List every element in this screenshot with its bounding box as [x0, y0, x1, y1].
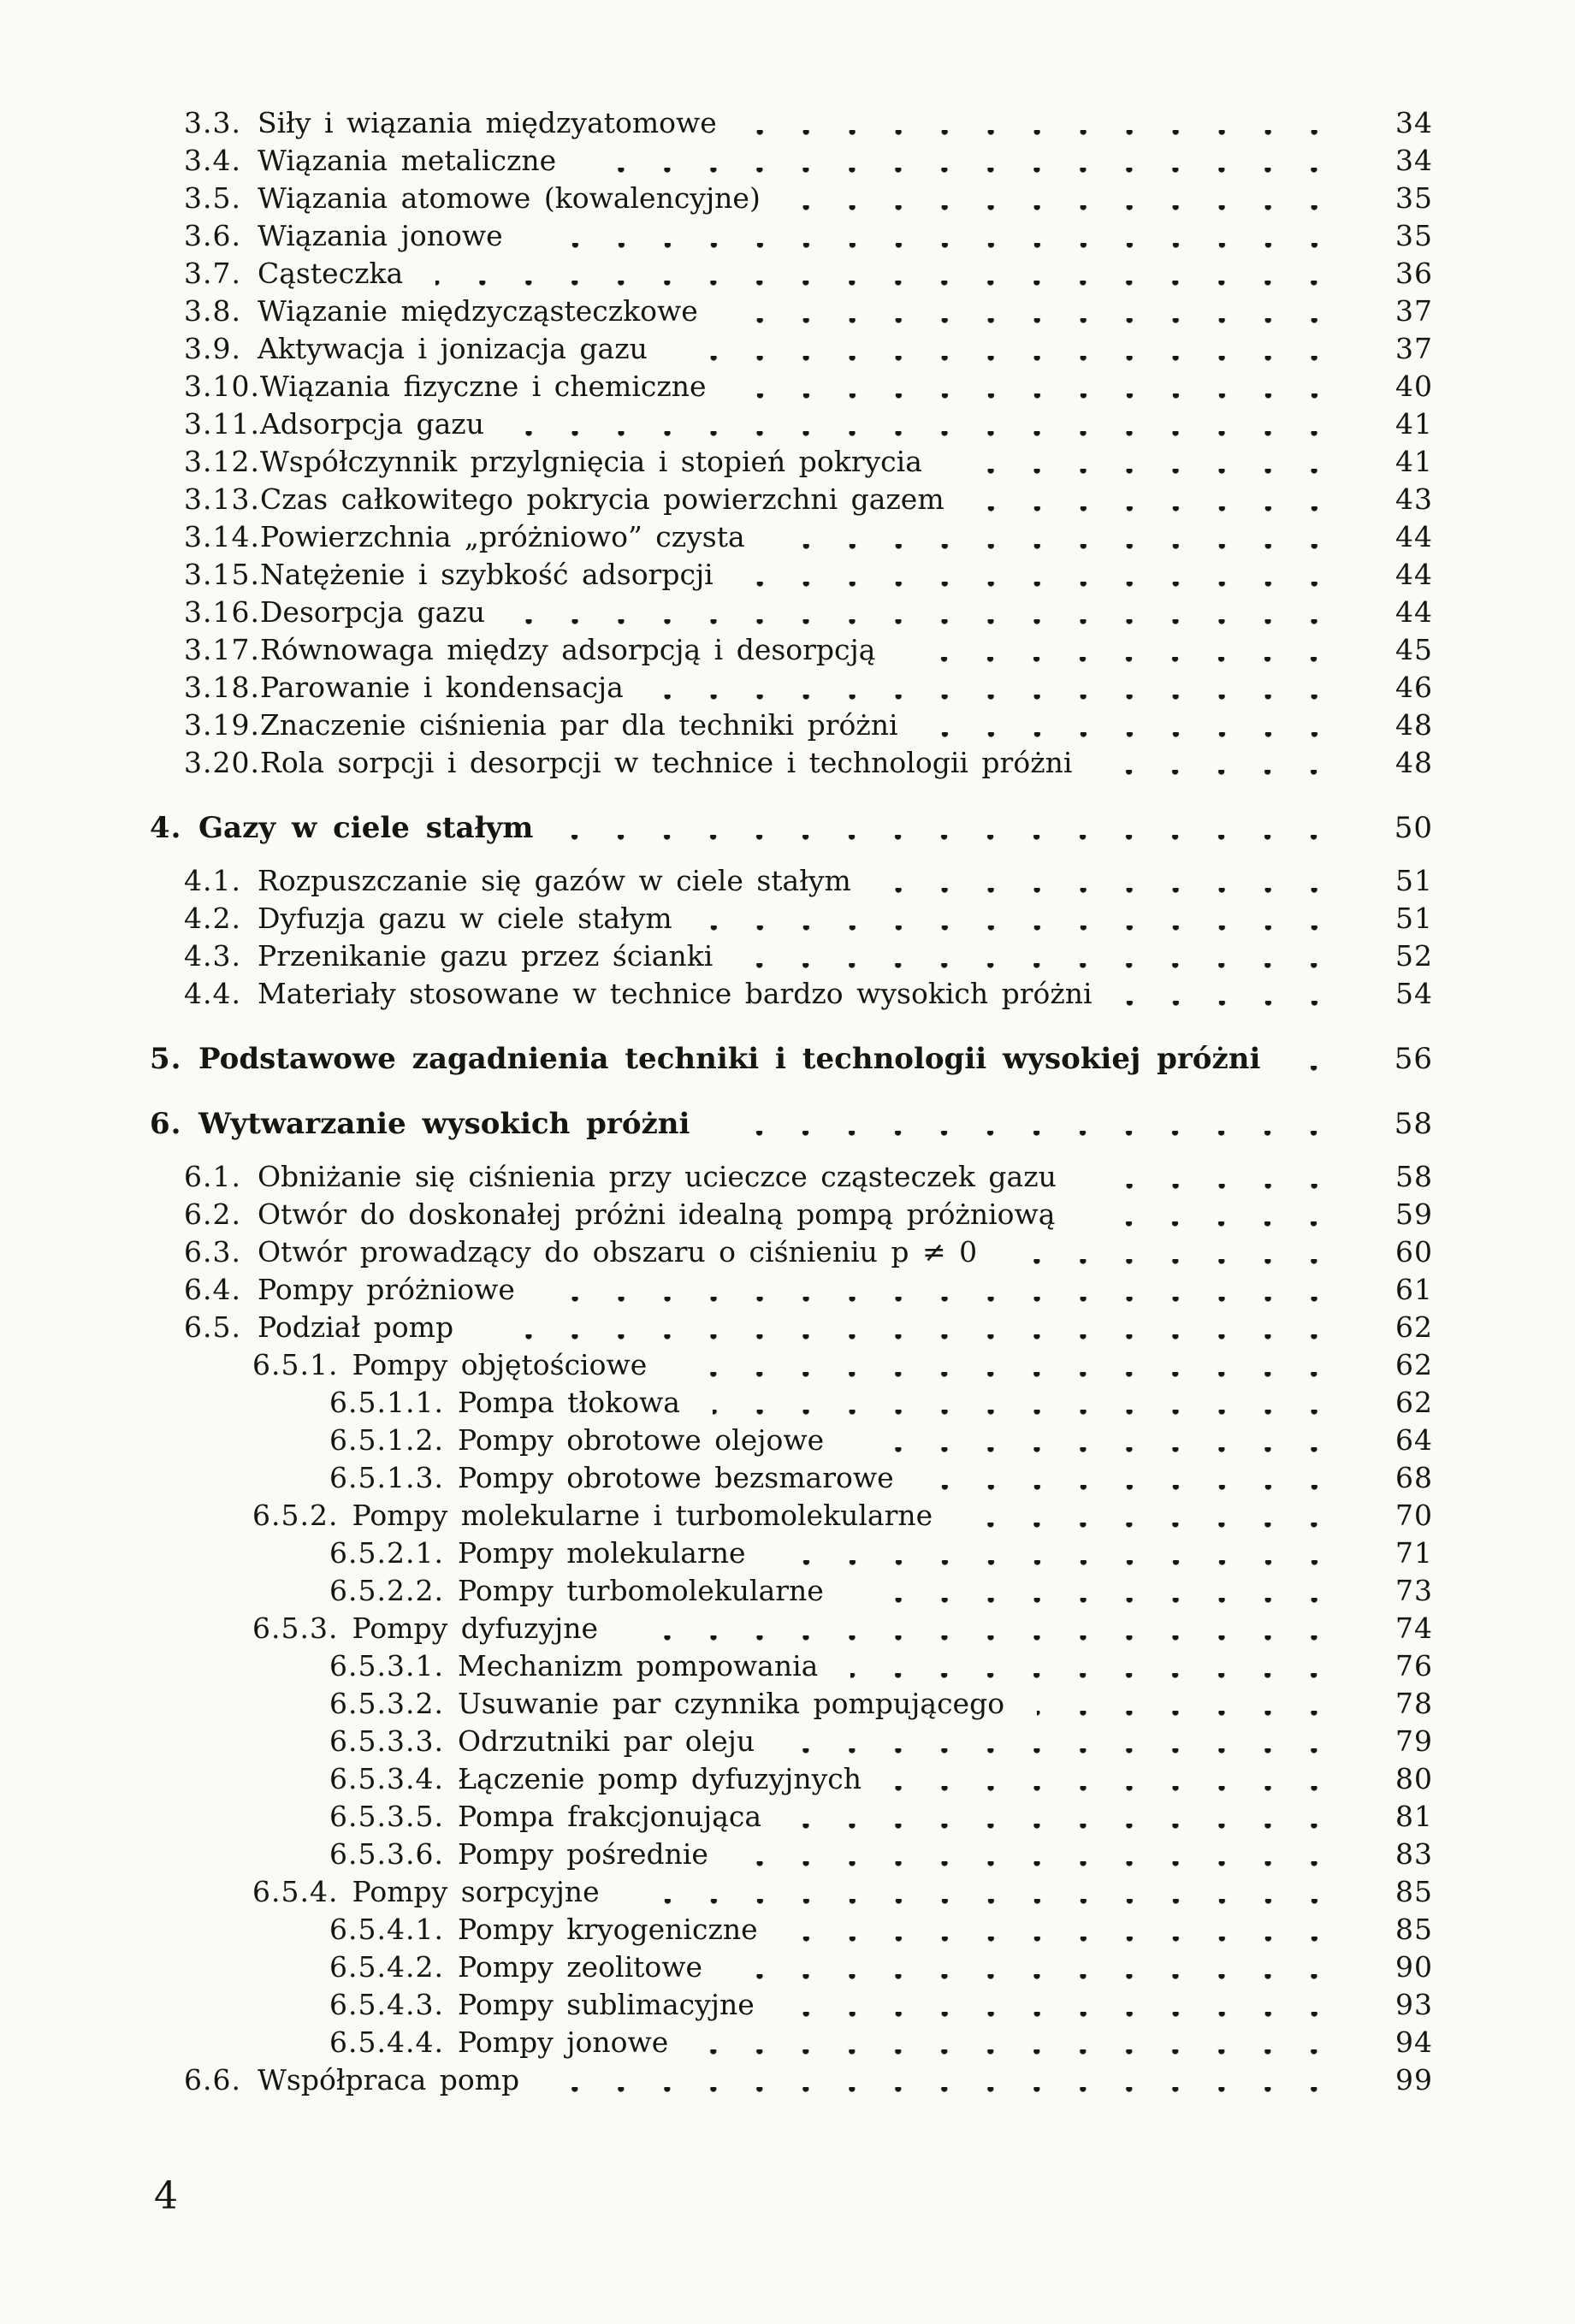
toc-entry-number: 6.6. — [184, 2063, 241, 2096]
toc-entry-title: Pompy próżniowe — [258, 1273, 515, 1306]
toc-entry-number: 6.5.3. — [252, 1611, 339, 1645]
toc-entry-page: 60 — [1395, 1235, 1433, 1268]
toc-entry-title: Łączenie pomp dyfuzyjnych — [457, 1762, 862, 1795]
toc-entry-title: Pompy kryogeniczne — [457, 1913, 758, 1946]
dot-leader — [705, 925, 1342, 937]
toc-entry — [0, 900, 1433, 937]
dot-leader — [1010, 1259, 1342, 1271]
toc-entry-title: Wiązania metaliczne — [258, 144, 557, 177]
toc-entry-number: 3.11. — [184, 407, 260, 441]
toc-entry-number: 3.19. — [184, 708, 260, 742]
dot-leader — [713, 1410, 1342, 1422]
toc-entry — [0, 1309, 1433, 1346]
toc-entry-title: Usuwanie par czynnika pompującego — [457, 1687, 1005, 1720]
toc-entry — [0, 1497, 1433, 1535]
dot-leader — [486, 1334, 1342, 1346]
toc-entry-title: Pompy jonowe — [457, 2025, 669, 2059]
toc-entry-title: Współpraca pomp — [258, 2063, 520, 2096]
toc-list — [0, 104, 1575, 2099]
toc-entry-page: 61 — [1395, 1273, 1433, 1306]
toc-entry — [0, 1798, 1433, 1836]
toc-entry — [0, 594, 1433, 631]
toc-entry-number: 3.12. — [184, 445, 260, 478]
dot-leader — [1104, 770, 1342, 782]
toc-entry — [0, 1685, 1433, 1723]
toc-entry-title: Natężenie i szybkość adsorpcji — [259, 558, 713, 591]
toc-entry-page: 94 — [1395, 2025, 1433, 2059]
toc-entry — [0, 744, 1433, 782]
toc-entry-page: 62 — [1395, 1386, 1433, 1419]
toc-entry-page: 74 — [1395, 1611, 1433, 1645]
toc-entry-title: Otwór do doskonałej próżni idealną pompą próżniową — [258, 1197, 1056, 1231]
toc-entry — [0, 809, 1433, 847]
toc-entry-page: 54 — [1395, 977, 1433, 1010]
toc-entry — [0, 1760, 1433, 1798]
toc-entry-title: Czas całkowitego pokrycia powierzchni gazem — [259, 482, 944, 516]
toc-entry-number: 4. — [150, 811, 182, 845]
toc-entry-number: 6.5.4.4. — [329, 2025, 444, 2059]
toc-entry-title: Wiązanie międzycząsteczkowe — [258, 294, 698, 328]
toc-entry-number: 6.5.3.4. — [329, 1762, 444, 1795]
dot-leader — [931, 732, 1342, 744]
toc-entry-page: 43 — [1395, 482, 1433, 516]
toc-entry-page: 35 — [1395, 219, 1433, 252]
toc-entry — [0, 518, 1433, 556]
toc-entry-title: Wiązania atomowe (kowalencyjne) — [258, 181, 761, 215]
dot-leader — [779, 1560, 1342, 1572]
toc-entry-title: Pompa tłokowa — [457, 1386, 680, 1419]
toc-entry-number: 3.15. — [184, 558, 260, 591]
toc-entry-page: 76 — [1395, 1649, 1433, 1682]
toc-entry-page: 37 — [1395, 294, 1433, 328]
toc-entry — [0, 443, 1433, 481]
dot-leader — [894, 1786, 1342, 1798]
toc-entry-page: 44 — [1395, 595, 1433, 629]
toc-entry — [0, 1196, 1433, 1233]
dot-leader — [955, 469, 1342, 481]
dot-leader — [1293, 1066, 1342, 1078]
toc-entry-page: 37 — [1395, 332, 1433, 365]
toc-entry-title: Powierzchnia „próżniowo” czysta — [259, 520, 745, 553]
toc-entry-title: Podział pomp — [258, 1310, 454, 1344]
dot-leader — [656, 695, 1342, 707]
toc-entry-title: Adsorpcja gazu — [259, 407, 484, 441]
toc-entry-title: Pompy obrotowe bezsmarowe — [457, 1461, 894, 1494]
dot-leader — [518, 619, 1342, 631]
toc-entry-page: 48 — [1395, 708, 1433, 742]
toc-entry-number: 3.16. — [184, 595, 260, 629]
dot-leader — [722, 1131, 1342, 1143]
toc-entry — [0, 556, 1433, 594]
dot-leader — [435, 281, 1342, 293]
toc-entry — [0, 481, 1433, 518]
toc-entry-title: Równowaga między adsorpcją i desorpcją — [259, 633, 876, 666]
dot-leader — [631, 1635, 1342, 1647]
toc-entry — [0, 1384, 1433, 1422]
toc-entry-number: 6.3. — [184, 1235, 241, 1268]
toc-entry-title: Parowanie i kondensacja — [259, 671, 624, 704]
toc-entry-page: 68 — [1395, 1461, 1433, 1494]
toc-entry — [0, 1911, 1433, 1948]
toc-entry — [0, 1158, 1433, 1196]
toc-entry-title: Podstawowe zagadnienia techniki i technologii wysokiej próżni — [198, 1042, 1261, 1076]
dot-leader — [778, 544, 1342, 556]
toc-entry — [0, 2061, 1433, 2099]
toc-entry — [0, 862, 1433, 900]
toc-entry-number: 4.3. — [184, 939, 241, 973]
toc-entry-number: 6.2. — [184, 1197, 241, 1231]
toc-entry-number: 3.14. — [184, 520, 260, 553]
toc-entry-page: 71 — [1395, 1536, 1433, 1570]
dot-leader — [965, 1523, 1342, 1535]
dot-leader — [793, 205, 1342, 217]
toc-entry — [0, 180, 1433, 217]
toc-entry-number: 6.5.3.3. — [329, 1724, 444, 1758]
toc-entry — [0, 1572, 1433, 1610]
toc-entry-title: Pompy dyfuzyjne — [352, 1611, 599, 1645]
toc-entry-page: 40 — [1395, 370, 1433, 403]
toc-entry-page: 80 — [1395, 1762, 1433, 1795]
toc-entry-number: 3.13. — [184, 482, 260, 516]
toc-entry-number: 6.5.4.3. — [329, 1988, 444, 2021]
toc-entry-page: 59 — [1395, 1197, 1433, 1231]
toc-entry-title: Wiązania jonowe — [258, 219, 503, 252]
page-number-footer: 4 — [154, 2174, 178, 2218]
toc-entry-number: 6.5.3.6. — [329, 1837, 444, 1871]
toc-entry — [0, 937, 1433, 975]
dot-leader — [517, 431, 1342, 443]
toc-entry-title: Pompy sorpcyjne — [352, 1875, 600, 1908]
toc-entry-page: 62 — [1395, 1348, 1433, 1381]
toc-entry-title: Aktywacja i jonizacja gazu — [258, 332, 648, 365]
dot-leader — [856, 1447, 1342, 1459]
toc-entry-title: Wiązania fizyczne i chemiczne — [259, 370, 707, 403]
toc-entry-number: 4.4. — [184, 977, 241, 1010]
toc-entry — [0, 255, 1433, 293]
toc-entry-page: 64 — [1395, 1423, 1433, 1457]
toc-entry-page: 56 — [1394, 1042, 1433, 1076]
toc-entry-title: Materiały stosowane w technice bardzo wysokich próżni — [258, 977, 1092, 1010]
toc-entry-page: 93 — [1395, 1988, 1433, 2021]
toc-entry-title: Pompy turbomolekularne — [457, 1574, 824, 1607]
dot-leader — [787, 1748, 1342, 1760]
dot-leader — [680, 356, 1342, 368]
toc-entry-number: 6.5.1.2. — [329, 1423, 444, 1457]
toc-entry-page: 46 — [1395, 671, 1433, 704]
toc-entry — [0, 1105, 1433, 1143]
toc-entry-page: 62 — [1395, 1310, 1433, 1344]
toc-entry-title: Pompy pośrednie — [457, 1837, 708, 1871]
dot-leader — [908, 657, 1342, 669]
toc-entry — [0, 1040, 1433, 1078]
toc-entry-title: Pompy molekularne i turbomolekularne — [352, 1499, 933, 1532]
toc-entry-title: Dyfuzja gazu w ciele stałym — [258, 902, 672, 935]
toc-entry-number: 3.17. — [184, 633, 260, 666]
toc-entry-page: 90 — [1395, 1950, 1433, 1984]
dot-leader — [679, 1372, 1342, 1384]
toc-entry-number: 6. — [150, 1107, 182, 1141]
toc-entry-number: 4.2. — [184, 902, 241, 935]
toc-entry-number: 5. — [150, 1042, 182, 1076]
dot-leader — [1125, 1001, 1342, 1013]
toc-entry-number: 6.5.4. — [252, 1875, 339, 1908]
toc-entry-page: 58 — [1395, 1160, 1433, 1193]
toc-entry — [0, 405, 1433, 443]
toc-entry-page: 34 — [1395, 106, 1433, 139]
toc-entry — [0, 1723, 1433, 1760]
toc-entry-page: 36 — [1395, 257, 1433, 290]
toc-entry-page: 34 — [1395, 144, 1433, 177]
toc-entry — [0, 1459, 1433, 1497]
dot-leader — [548, 1297, 1342, 1309]
toc-entry-number: 6.5.3.2. — [329, 1687, 444, 1720]
toc-entry-number: 6.5.4.1. — [329, 1913, 444, 1946]
dot-leader — [536, 243, 1342, 255]
toc-entry-title: Pompa frakcjonująca — [457, 1800, 762, 1833]
toc-entry — [0, 368, 1433, 405]
toc-entry-title: Odrzutniki par oleju — [457, 1724, 755, 1758]
toc-entry-number: 6.4. — [184, 1273, 241, 1306]
toc-entry-number: 3.3. — [184, 106, 241, 139]
toc-entry-number: 4.1. — [184, 864, 241, 897]
toc-entry-title: Pompy sublimacyjne — [457, 1988, 755, 2021]
toc-entry-page: 44 — [1395, 558, 1433, 591]
toc-entry-page: 45 — [1395, 633, 1433, 666]
toc-entry — [0, 293, 1433, 330]
toc-entry-page: 81 — [1395, 1800, 1433, 1833]
toc-entry-page: 99 — [1395, 2063, 1433, 2096]
toc-entry-page: 41 — [1395, 445, 1433, 478]
toc-entry — [0, 217, 1433, 255]
toc-entry — [0, 330, 1433, 368]
toc-entry-page: 85 — [1395, 1913, 1433, 1946]
dot-leader — [741, 1861, 1342, 1873]
dot-leader — [787, 2012, 1342, 2024]
toc-entry-title: Pompy molekularne — [457, 1536, 746, 1570]
toc-entry-page: 51 — [1395, 864, 1433, 897]
toc-entry-title: Współczynnik przylgnięcia i stopień pokrycia — [259, 445, 922, 478]
toc-entry-number: 3.20. — [184, 746, 260, 779]
dot-leader — [1087, 1221, 1342, 1233]
toc-entry-page: 35 — [1395, 181, 1433, 215]
toc-entry-title: Rozpuszczanie się gazów w ciele stałym — [258, 864, 851, 897]
toc-entry-number: 3.6. — [184, 219, 241, 252]
toc-entry-title: Znaczenie ciśnienia par dla techniki próżni — [259, 708, 898, 742]
toc-entry-number: 6.5. — [184, 1310, 241, 1344]
toc-entry — [0, 1836, 1433, 1873]
toc-entry-title: Pompy obrotowe olejowe — [457, 1423, 825, 1457]
toc-entry — [0, 1271, 1433, 1309]
toc-entry-number: 6.5.2. — [252, 1499, 339, 1532]
toc-entry-number: 3.10. — [184, 370, 260, 403]
dot-leader — [884, 888, 1342, 900]
toc-entry-page: 51 — [1395, 902, 1433, 935]
toc-entry-page: 83 — [1395, 1837, 1433, 1871]
toc-entry-page: 73 — [1395, 1574, 1433, 1607]
dot-leader — [746, 582, 1342, 594]
toc-entry-number: 6.5.2.1. — [329, 1536, 444, 1570]
toc-entry-title: Pompy objętościowe — [352, 1348, 648, 1381]
dot-leader — [794, 1824, 1342, 1836]
dot-leader — [856, 1598, 1342, 1610]
toc-entry-page: 48 — [1395, 746, 1433, 779]
toc-entry-title: Otwór prowadzący do obszaru o ciśnieniu p ≠ 0 — [258, 1235, 978, 1268]
toc-entry — [0, 1233, 1433, 1271]
toc-entry-number: 6.5.2.2. — [329, 1574, 444, 1607]
toc-entry-title: Obniżanie się ciśnienia przy ucieczce cząsteczek gazu — [258, 1160, 1057, 1193]
dot-leader — [1089, 1184, 1342, 1196]
toc-entry — [0, 975, 1433, 1013]
dot-leader — [731, 318, 1342, 330]
toc-entry — [0, 1873, 1433, 1911]
toc-entry-page: 50 — [1394, 811, 1433, 845]
toc-entry — [0, 2024, 1433, 2061]
dot-leader — [589, 168, 1342, 180]
toc-entry — [0, 1647, 1433, 1685]
toc-entry-number: 3.5. — [184, 181, 241, 215]
toc-entry-number: 6.5.1.1. — [329, 1386, 444, 1419]
toc-entry-title: Mechanizm pompowania — [457, 1649, 819, 1682]
dot-leader — [739, 393, 1342, 405]
toc-entry — [0, 707, 1433, 744]
toc-entry-number: 3.8. — [184, 294, 241, 328]
toc-entry — [0, 1948, 1433, 1986]
dot-leader — [745, 963, 1342, 975]
toc-entry-page: 85 — [1395, 1875, 1433, 1908]
toc-entry-number: 6.5.3.1. — [329, 1649, 444, 1682]
toc-entry-title: Gazy w ciele stałym — [198, 811, 534, 845]
toc-entry — [0, 104, 1433, 142]
dot-leader — [701, 2049, 1342, 2061]
toc-entry-number: 6.1. — [184, 1160, 241, 1193]
dot-leader — [632, 1899, 1342, 1911]
toc-entry-number: 6.5.1. — [252, 1348, 339, 1381]
toc-entry-title: Siły i wiązania międzyatomowe — [258, 106, 717, 139]
toc-entry-title: Rola sorpcji i desorpcji w technice i technologii próżni — [259, 746, 1073, 779]
dot-leader — [1037, 1711, 1342, 1723]
toc-entry-title: Desorpcja gazu — [259, 595, 485, 629]
toc-entry — [0, 142, 1433, 180]
toc-entry-title: Wytwarzanie wysokich próżni — [198, 1107, 690, 1141]
toc-entry — [0, 1535, 1433, 1572]
toc-entry — [0, 1986, 1433, 2024]
toc-entry — [0, 1346, 1433, 1384]
toc-entry — [0, 669, 1433, 707]
toc-entry — [0, 631, 1433, 669]
dot-leader — [790, 1937, 1342, 1948]
dot-leader — [977, 506, 1342, 518]
toc-entry-number: 3.9. — [184, 332, 241, 365]
toc-entry-page: 58 — [1394, 1107, 1433, 1141]
dot-leader — [552, 2087, 1342, 2099]
toc-entry-title: Przenikanie gazu przez ścianki — [258, 939, 713, 973]
toc-entry — [0, 1610, 1433, 1647]
dot-leader — [927, 1485, 1342, 1497]
toc-entry-page: 70 — [1395, 1499, 1433, 1532]
toc-entry-title: Cąsteczka — [258, 257, 404, 290]
dot-leader — [565, 835, 1342, 847]
toc-entry-page: 78 — [1395, 1687, 1433, 1720]
toc-entry-number: 6.5.3.5. — [329, 1800, 444, 1833]
toc-entry-number: 3.4. — [184, 144, 241, 177]
toc-entry-number: 3.18. — [184, 671, 260, 704]
toc-entry-page: 44 — [1395, 520, 1433, 553]
toc-entry-number: 6.5.4.2. — [329, 1950, 444, 1984]
toc-entry-title: Pompy zeolitowe — [457, 1950, 703, 1984]
toc-entry-page: 79 — [1395, 1724, 1433, 1758]
toc-entry-page: 41 — [1395, 407, 1433, 441]
toc-entry-number: 6.5.1.3. — [329, 1461, 444, 1494]
dot-leader — [850, 1673, 1342, 1685]
toc-entry-page: 52 — [1395, 939, 1433, 973]
dot-leader — [735, 1974, 1342, 1986]
toc-entry-number: 3.7. — [184, 257, 241, 290]
dot-leader — [749, 130, 1342, 142]
toc-entry — [0, 1422, 1433, 1459]
